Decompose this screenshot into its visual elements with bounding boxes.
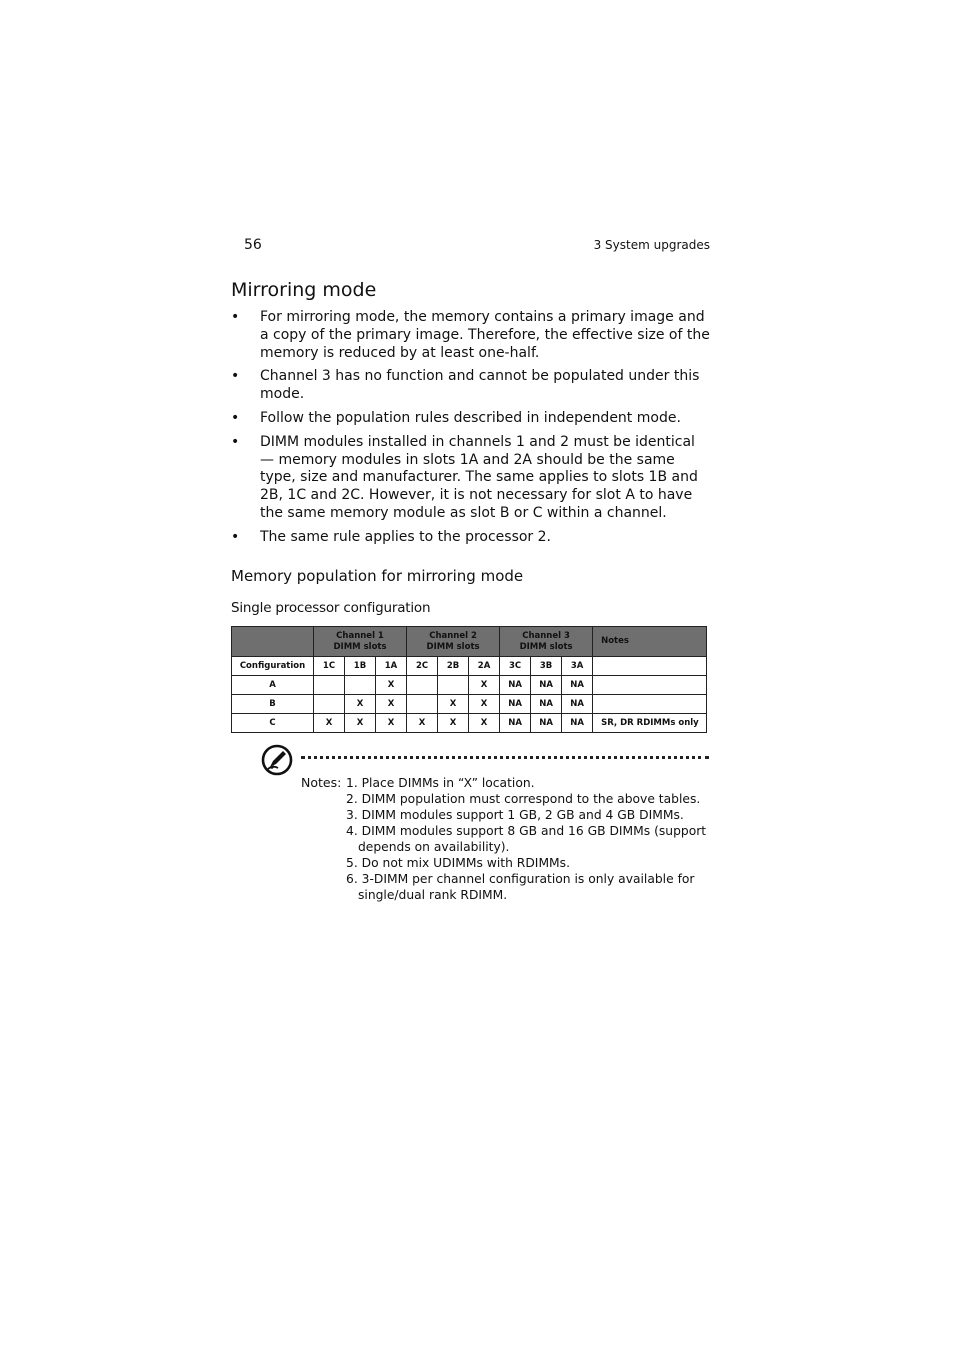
table-cell: 1A — [376, 657, 407, 676]
bullet-text: Follow the population rules described in independent mode. — [260, 409, 681, 426]
table-cell: X — [469, 695, 500, 714]
table-cell: NA — [531, 714, 562, 733]
note-continuation: depends on availability). — [358, 840, 510, 854]
table-cell: NA — [531, 676, 562, 695]
subsection-title: Memory population for mirroring mode — [231, 567, 524, 585]
bullet-marker: • — [231, 309, 240, 325]
table-cell: 1C — [314, 657, 345, 676]
table-cell: X — [345, 714, 376, 733]
table-cell — [407, 676, 438, 695]
table-cell — [314, 695, 345, 714]
table-cell: X — [376, 714, 407, 733]
note-pen-icon — [261, 744, 293, 776]
header-channel-3 — [500, 627, 593, 657]
table-cell: NA — [500, 695, 531, 714]
note-text: 3. DIMM modules support 1 GB, 2 GB and 4 GB DIMMs. — [346, 808, 684, 822]
table-row — [232, 714, 707, 733]
list-item — [346, 855, 708, 871]
table-cell: NA — [500, 714, 531, 733]
note-text: 5. Do not mix UDIMMs with RDIMMs. — [346, 856, 570, 870]
table-cell: 3C — [500, 657, 531, 676]
table-cell: 2C — [407, 657, 438, 676]
table-cell: 3B — [531, 657, 562, 676]
table-cell: A — [232, 676, 314, 695]
bullet-text: DIMM modules installed in channels 1 and 2 must be identical — memory modules in slots 1A and 2A should be the same type, size and manufacturer. The same applies to slots 1B and 2B, 1C and 2C. However, it is not necessary for slot A to have the same memory module as slot B or C within a channel. — [260, 433, 698, 521]
table-cell — [438, 676, 469, 695]
header-channel-1-line-1: Channel 1 — [336, 630, 384, 641]
list-item — [231, 434, 713, 523]
table-cell — [593, 695, 707, 714]
table-cell: SR, DR RDIMMs only — [593, 714, 707, 733]
header-channel-3-line-2: DIMM slots — [519, 641, 573, 652]
notes-list — [346, 775, 708, 903]
notes-label: Notes: — [301, 775, 342, 790]
table-cell: B — [232, 695, 314, 714]
table-cell — [593, 676, 707, 695]
note-text: 4. DIMM modules support 8 GB and 16 GB DIMMs (support — [346, 824, 707, 838]
table-cell: X — [376, 676, 407, 695]
header-channel-2-line-2: DIMM slots — [426, 641, 480, 652]
bullet-marker: • — [231, 368, 240, 385]
table-cell: X — [469, 714, 500, 733]
header-notes: Notes — [593, 627, 707, 657]
memory-population-table — [231, 626, 707, 733]
page-number: 56 — [244, 237, 262, 253]
table-cell: NA — [562, 714, 593, 733]
header-blank-cell — [232, 627, 314, 657]
table-cell: NA — [562, 676, 593, 695]
table-cell: 1B — [345, 657, 376, 676]
table-cell — [314, 676, 345, 695]
table-cell: Configuration — [232, 657, 314, 676]
table-cell: 2B — [438, 657, 469, 676]
list-item — [346, 791, 708, 807]
table-cell: X — [345, 695, 376, 714]
bullet-list — [231, 309, 713, 553]
section-title: Mirroring mode — [231, 279, 377, 301]
table-cell: X — [314, 714, 345, 733]
table-cell — [407, 695, 438, 714]
list-item — [231, 368, 713, 404]
bullet-marker: • — [231, 528, 240, 545]
bullet-text: Channel 3 has no function and cannot be populated under this mode. — [260, 368, 700, 403]
table-cell: NA — [531, 695, 562, 714]
header-channel-2 — [407, 627, 500, 657]
table-cell: X — [376, 695, 407, 714]
table-cell: NA — [562, 695, 593, 714]
table-row — [232, 676, 707, 695]
note-text: 6. 3-DIMM per channel configuration is only available for — [346, 872, 695, 886]
note-continuation: single/dual rank RDIMM. — [358, 888, 508, 902]
header-channel-1-line-2: DIMM slots — [333, 641, 387, 652]
note-text: 1. Place DIMMs in “X” location. — [346, 776, 535, 790]
running-header: 3 System upgrades — [593, 238, 710, 252]
header-channel-2-line-1: Channel 2 — [429, 630, 477, 641]
list-item — [346, 807, 708, 823]
note-text: 2. DIMM population must correspond to the above tables. — [346, 792, 701, 806]
list-item — [346, 775, 708, 791]
list-item — [231, 410, 713, 428]
list-item — [346, 871, 708, 903]
table-cell — [345, 676, 376, 695]
note-divider — [301, 756, 709, 759]
table-cell: 2A — [469, 657, 500, 676]
table-cell: X — [438, 695, 469, 714]
table-cell: X — [469, 676, 500, 695]
list-item — [231, 529, 713, 547]
table-cell: X — [438, 714, 469, 733]
bullet-text: For mirroring mode, the memory contains a primary image and a copy of the primary image. Therefore, the effective size of the memory is reduced by at least one-half. — [260, 309, 710, 361]
table-header-row — [232, 627, 707, 657]
table-row — [232, 695, 707, 714]
list-item — [231, 309, 713, 362]
table-cell: NA — [500, 676, 531, 695]
header-channel-3-line-1: Channel 3 — [522, 630, 570, 641]
table-cell — [593, 657, 707, 676]
bullet-marker: • — [231, 409, 240, 426]
table-caption: Single processor configuration — [231, 600, 431, 616]
table-subheader-row — [232, 657, 707, 676]
table-cell: C — [232, 714, 314, 733]
bullet-text: The same rule applies to the processor 2. — [260, 528, 551, 545]
table-cell: X — [407, 714, 438, 733]
bullet-marker: • — [231, 433, 240, 450]
table-cell: 3A — [562, 657, 593, 676]
list-item — [346, 823, 708, 855]
header-channel-1 — [314, 627, 407, 657]
